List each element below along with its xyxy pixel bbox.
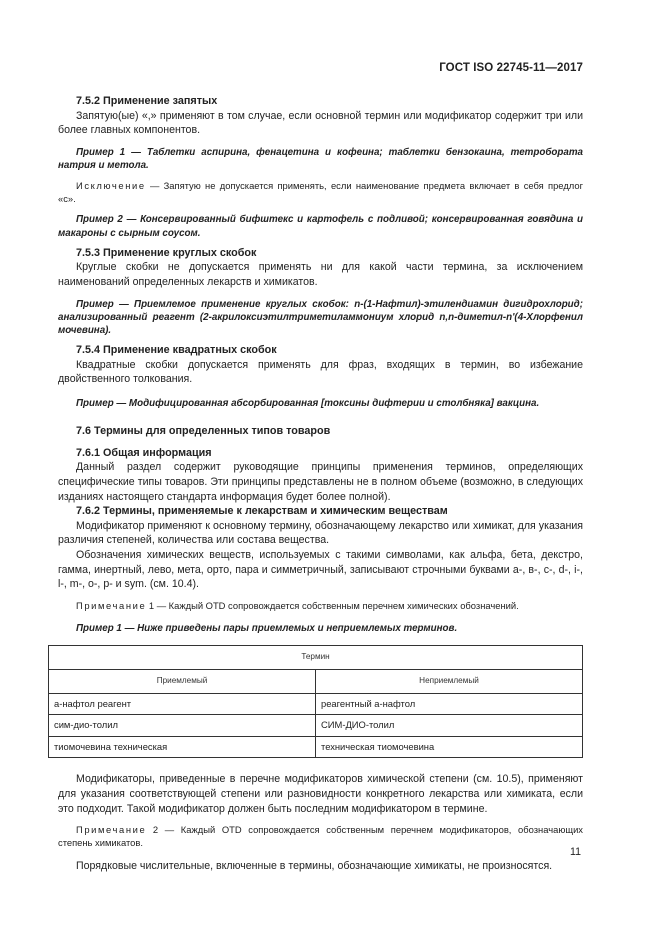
exception-text: — Запятую не допускается применять, если наименование предмета включает в себя предлог «с». — [58, 180, 583, 204]
page-number: 11 — [570, 846, 581, 858]
example-square-brackets: Пример — Модифицированная абсорбированная [токсины дифтерии и столбняка] вакцина. — [76, 397, 540, 409]
note-1-label: Примечание — [76, 599, 147, 611]
section-7-6-2-text-1: Модификатор применяют к основному термину, обозначающему лекарство или химикат, для указания различия степеней, количества или состава вещества. — [58, 519, 583, 547]
table-cell-acceptable: тиомочевина техническая — [49, 736, 316, 758]
note-2-text: 2 — Каждый OTD сопровождается собственным перечнем модификаторов, обозначающих степень химикатов. — [58, 824, 583, 848]
example-round-brackets: Пример — Приемлемое применение круглых скобок: n-(1-Нафтил)-этилендиамин дигидрохлорид; анализированный реагент (2-акрилоксиэтилтриметиламмониум хлорид n,n-диметил-n'(4-Хлорфенил мочевина). — [58, 298, 583, 336]
section-7-6-2-text-4: Порядковые числительные, включенные в термины, обозначающие химикаты, не произносятся. — [76, 860, 553, 873]
table-caption-row — [49, 646, 583, 670]
section-7-5-4-text: Квадратные скобки допускается применять для фраз, входящих в термин, во избежание двойственного толкования. — [58, 358, 583, 386]
table-cell-unacceptable: техническая тиомочевина — [316, 736, 583, 758]
section-7-6-2-text-3: Модификаторы, приведенные в перечне модификаторов химической степени (см. 10.5), применяют для указания соответствующей степени или разновидности конкретного лекарства или химиката, если это подходит. Такой модификатор должен быть последним модификатором в термине. — [58, 773, 583, 815]
section-7-6-1-text: Данный раздел содержит руководящие принципы применения терминов, определяющих специфические типы товаров. Эти принципы представлены не в полном объеме (возможно, в следующих изданиях настоящего стандарта информация будет более полной). — [58, 461, 583, 503]
section-7-5-3-text: Круглые скобки не допускается применять ни для какой части термина, за исключением наименований определенных лекарств и химикатов. — [58, 261, 583, 288]
table-row — [49, 693, 583, 715]
section-7-6-title: 7.6 Термины для определенных типов товаров — [76, 425, 331, 438]
table-header-row — [49, 670, 583, 694]
column-header-acceptable: Приемлемый — [49, 670, 316, 694]
table-row — [49, 715, 583, 737]
section-7-6-2-text-2: Обозначения химических веществ, используемых с такими символами, как альфа, бета, декстро, гамма, инертный, лево, мета, орто, пара и симметричный, записывают строчными буквами а-, в-, с-, d-, i-, l-, m-, о-, р- и sym. (см. 10.4). — [58, 548, 583, 591]
table-cell-acceptable: а-нафтол реагент — [49, 693, 316, 715]
table-caption: Термин — [49, 646, 583, 670]
table-cell-acceptable: сим-дио-толил — [49, 715, 316, 737]
section-7-5-4-title: 7.5.4 Применение квадратных скобок — [76, 344, 277, 357]
page-content — [54, 94, 583, 874]
table-cell-unacceptable: СИМ-ДИО-толил — [316, 715, 583, 737]
table-row — [49, 736, 583, 758]
example-1-terms: Пример 1 — Ниже приведены пары приемлемых и неприемлемых терминов. — [76, 623, 458, 635]
exception-label: Исключение — [76, 180, 146, 192]
note-2-label: Примечание — [76, 824, 147, 836]
example-1-commas: Пример 1 — Таблетки аспирина, фенацетина и кофеина; таблетки бензокаина, тетробората натрия и метола. — [58, 146, 583, 171]
document-code: ГОСТ ISO 22745-11—2017 — [439, 62, 583, 74]
example-2-commas: Пример 2 — Консервированный бифштекс и картофель с подливой; консервированная говядина и макароны с сырным соусом. — [58, 214, 583, 239]
note-1-text: 1 — Каждый OTD сопровождается собственным перечнем химических обозначений. — [146, 599, 519, 611]
table-cell-unacceptable: реагентный а-нафтол — [316, 693, 583, 715]
column-header-unacceptable: Неприемлемый — [316, 670, 583, 694]
section-7-6-1-title: 7.6.1 Общая информация — [76, 446, 212, 459]
section-7-5-2-text: Запятую(ые) «,» применяют в том случае, если основной термин или модификатор содержит три или более главных компонентов. — [58, 109, 583, 137]
section-7-5-3-title: 7.5.3 Применение круглых скобок — [76, 246, 257, 259]
note-1 — [58, 600, 583, 613]
terms-table — [48, 645, 583, 758]
note-2 — [58, 824, 583, 849]
exception-note — [58, 180, 583, 205]
section-7-5-2-title: 7.5.2 Применение запятых — [76, 95, 218, 107]
section-7-6-2-title: 7.6.2 Термины, применяемые к лекарствам и химическим веществам — [76, 505, 448, 518]
